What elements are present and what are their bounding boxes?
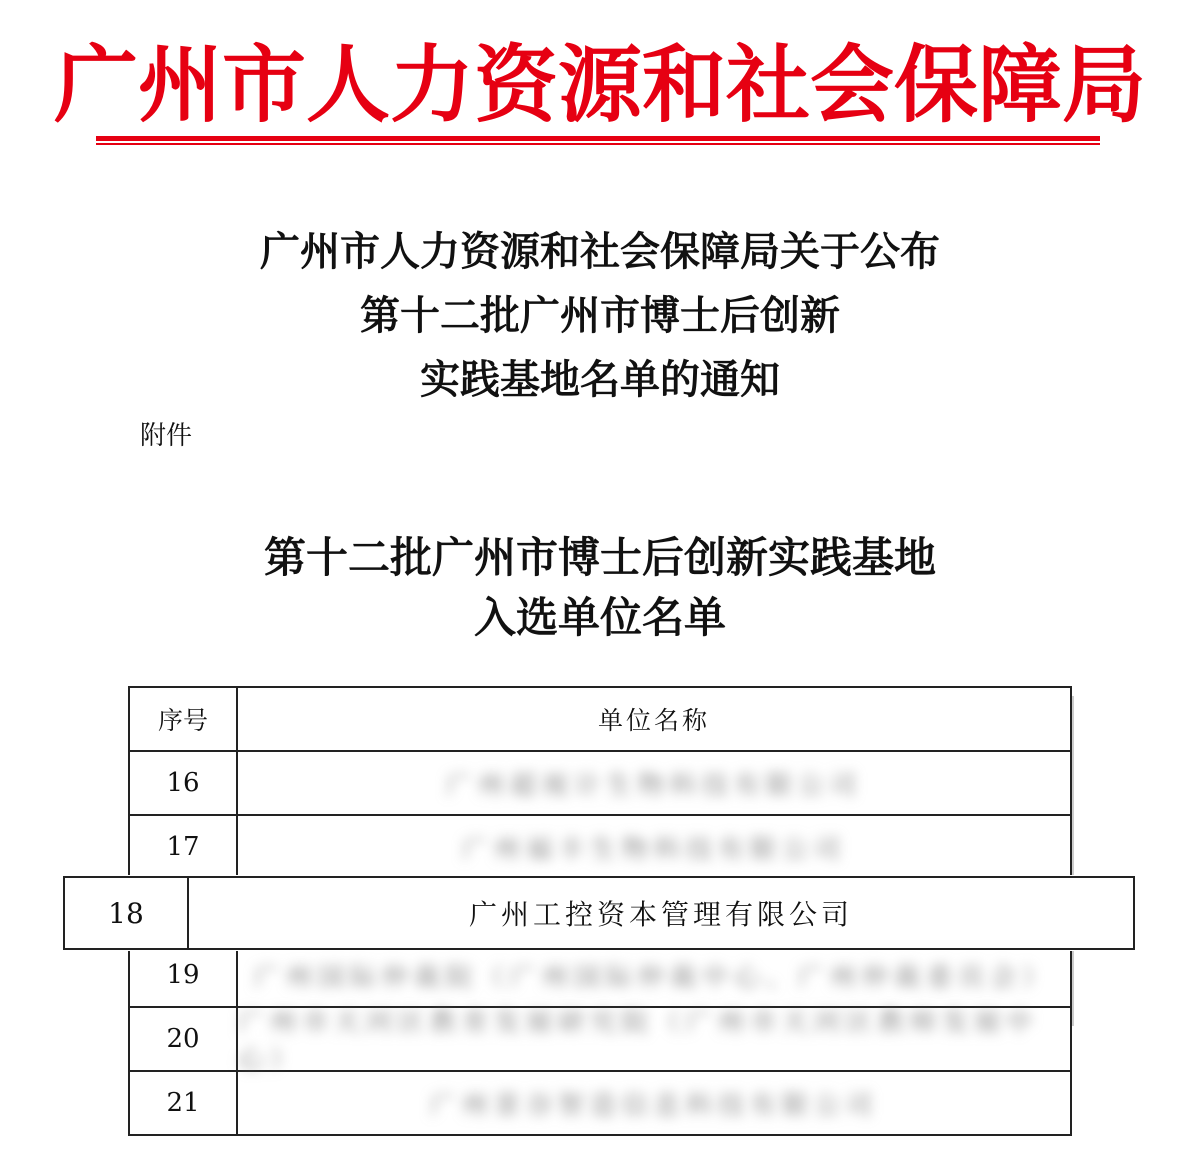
highlighted-row-name: 广州工控资本管理有限公司 [468, 898, 853, 931]
table-row [130, 944, 1070, 1008]
notice-title [0, 220, 1200, 412]
list-title-line-1: 第十二批广州市博士后创新实践基地 [263, 533, 936, 582]
row-no: 17 [130, 816, 238, 878]
row-name-blurred: 广州国际仲裁院（广州国际仲裁中心、广州仲裁委员会） [253, 962, 1054, 993]
header-name: 单位名称 [597, 706, 710, 735]
scan-edge-line [1072, 696, 1074, 1026]
table-row [130, 752, 1070, 816]
masthead-rule-thin [96, 143, 1100, 145]
table-header-row [130, 688, 1070, 752]
list-title [0, 528, 1200, 648]
row-name-blurred: 广州福丰生物科技有限公司 [461, 834, 846, 865]
row-no: 21 [130, 1072, 238, 1134]
notice-title-line-2: 第十二批广州市博士后创新 [360, 292, 840, 339]
attachment-label: 附件 [140, 421, 193, 451]
row-no: 20 [130, 1008, 238, 1070]
row-name-blurred: 广州市天河区教育发展研究院（广州市天河区教师发展中心） [238, 1008, 1039, 1075]
row-name-blurred: 广州景谷智造信息科技有限公司 [429, 1090, 878, 1121]
highlighted-row [63, 876, 1135, 950]
table-row [130, 816, 1070, 880]
row-name-blurred: 广州超视计生物科技有限公司 [445, 770, 862, 801]
list-title-line-2: 入选单位名单 [473, 593, 726, 642]
row-no: 16 [130, 752, 238, 814]
masthead-title: 广州市人力资源和社会保障局 [53, 35, 1146, 134]
table-row [130, 1072, 1070, 1136]
masthead-rule-thick [96, 136, 1100, 141]
highlighted-row-no: 18 [65, 878, 189, 948]
header-no: 序号 [130, 688, 238, 750]
notice-title-line-1: 广州市人力资源和社会保障局关于公布 [260, 228, 940, 275]
table-row [130, 1008, 1070, 1075]
notice-title-line-3: 实践基地名单的通知 [420, 356, 780, 403]
row-no: 19 [130, 944, 238, 1006]
